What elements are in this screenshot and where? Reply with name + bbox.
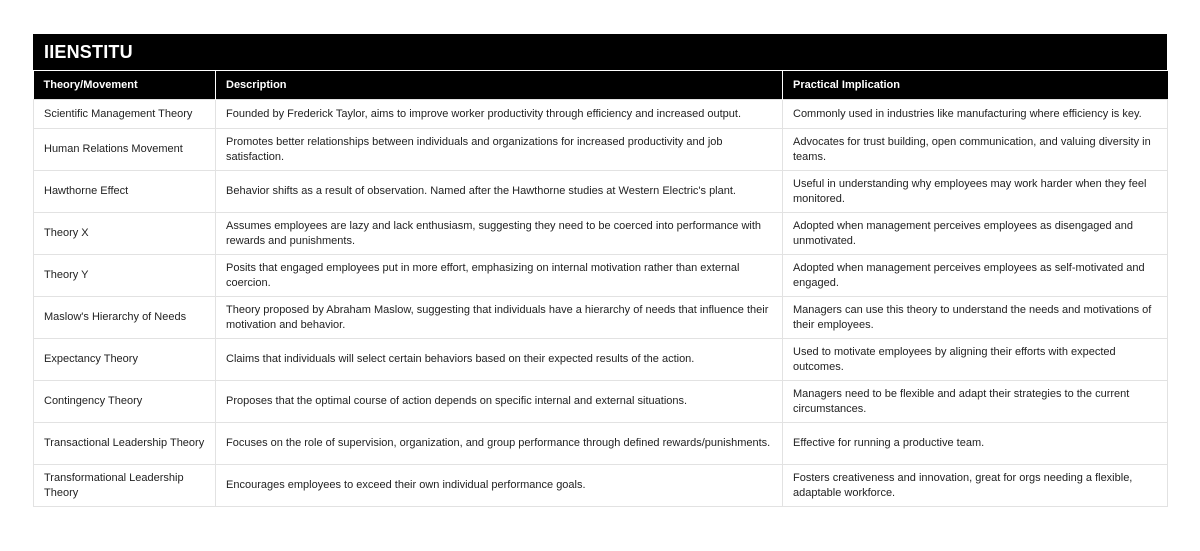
cell-implication: Effective for running a productive team. bbox=[783, 423, 1168, 465]
table-row bbox=[34, 255, 1168, 297]
table-row bbox=[34, 171, 1168, 213]
header-description: Description bbox=[216, 71, 783, 100]
cell-implication: Advocates for trust building, open communication, and valuing diversity in teams. bbox=[783, 129, 1168, 171]
brand-title: IIENSTITU bbox=[33, 34, 1167, 70]
cell-implication: Commonly used in industries like manufacturing where efficiency is key. bbox=[783, 100, 1168, 129]
table-row bbox=[34, 129, 1168, 171]
cell-theory: Theory X bbox=[34, 213, 216, 255]
table-row bbox=[34, 100, 1168, 129]
cell-implication: Adopted when management perceives employees as disengaged and unmotivated. bbox=[783, 213, 1168, 255]
table-header-row bbox=[34, 71, 1168, 100]
table-row bbox=[34, 297, 1168, 339]
cell-description: Founded by Frederick Taylor, aims to improve worker productivity through efficiency and increased output. bbox=[216, 100, 783, 129]
cell-implication: Useful in understanding why employees may work harder when they feel monitored. bbox=[783, 171, 1168, 213]
cell-theory: Transformational Leadership Theory bbox=[34, 465, 216, 507]
cell-theory: Hawthorne Effect bbox=[34, 171, 216, 213]
cell-theory: Expectancy Theory bbox=[34, 339, 216, 381]
table-row bbox=[34, 339, 1168, 381]
cell-description: Encourages employees to exceed their own individual performance goals. bbox=[216, 465, 783, 507]
cell-implication: Managers can use this theory to understand the needs and motivations of their employees. bbox=[783, 297, 1168, 339]
cell-theory: Transactional Leadership Theory bbox=[34, 423, 216, 465]
theories-table bbox=[33, 70, 1168, 507]
table-row bbox=[34, 423, 1168, 465]
table-row bbox=[34, 213, 1168, 255]
cell-description: Behavior shifts as a result of observation. Named after the Hawthorne studies at Western Electric's plant. bbox=[216, 171, 783, 213]
cell-implication: Managers need to be flexible and adapt their strategies to the current circumstances. bbox=[783, 381, 1168, 423]
cell-description: Proposes that the optimal course of action depends on specific internal and external situations. bbox=[216, 381, 783, 423]
table-row bbox=[34, 465, 1168, 507]
cell-implication: Fosters creativeness and innovation, great for orgs needing a flexible, adaptable workforce. bbox=[783, 465, 1168, 507]
cell-theory: Theory Y bbox=[34, 255, 216, 297]
cell-description: Theory proposed by Abraham Maslow, suggesting that individuals have a hierarchy of needs that influence their motivation and behavior. bbox=[216, 297, 783, 339]
cell-description: Assumes employees are lazy and lack enthusiasm, suggesting they need to be coerced into performance with rewards and punishments. bbox=[216, 213, 783, 255]
cell-implication: Used to motivate employees by aligning their efforts with expected outcomes. bbox=[783, 339, 1168, 381]
cell-theory: Maslow's Hierarchy of Needs bbox=[34, 297, 216, 339]
table-row bbox=[34, 381, 1168, 423]
cell-description: Focuses on the role of supervision, organization, and group performance through defined rewards/punishments. bbox=[216, 423, 783, 465]
cell-theory: Contingency Theory bbox=[34, 381, 216, 423]
cell-implication: Adopted when management perceives employees as self-motivated and engaged. bbox=[783, 255, 1168, 297]
cell-theory: Scientific Management Theory bbox=[34, 100, 216, 129]
header-theory: Theory/Movement bbox=[34, 71, 216, 100]
header-implication: Practical Implication bbox=[783, 71, 1168, 100]
cell-theory: Human Relations Movement bbox=[34, 129, 216, 171]
theories-table-container bbox=[33, 34, 1167, 507]
cell-description: Claims that individuals will select certain behaviors based on their expected results of the action. bbox=[216, 339, 783, 381]
cell-description: Posits that engaged employees put in more effort, emphasizing on internal motivation rather than external coercion. bbox=[216, 255, 783, 297]
cell-description: Promotes better relationships between individuals and organizations for increased productivity and job satisfaction. bbox=[216, 129, 783, 171]
